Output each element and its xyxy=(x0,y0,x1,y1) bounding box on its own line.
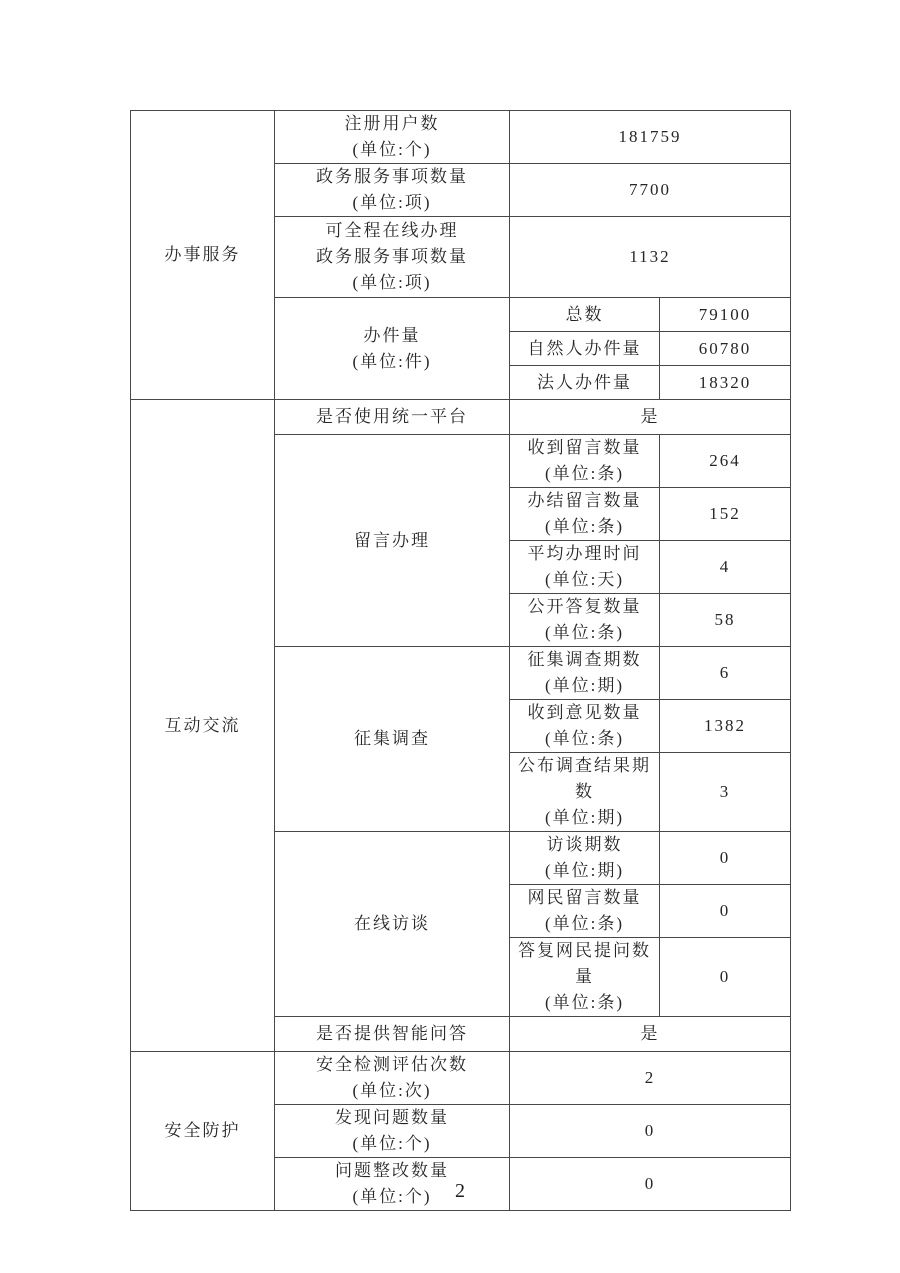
metric-unit-line: (单位:天) xyxy=(544,570,625,589)
metric-label-line: 征集调查期数 xyxy=(527,650,642,669)
metric-label-line: 法人办件量 xyxy=(537,372,632,392)
metric-label-line: 安全检测评估次数 xyxy=(316,1055,468,1074)
metric-label-line: 公布调查结果期数 xyxy=(518,756,651,801)
metric-unit-line: (单位:次) xyxy=(352,1081,432,1100)
metric-value: 0 xyxy=(510,1158,791,1211)
metric-unit-line: (单位:期) xyxy=(544,808,625,827)
metric-value: 7700 xyxy=(510,164,791,217)
metric-label-line: 平均办理时间 xyxy=(527,544,642,563)
metric-sublabel xyxy=(510,832,660,885)
metric-unit-line: (单位:条) xyxy=(544,729,625,748)
metric-unit-line: (单位:项) xyxy=(352,193,432,212)
metric-unit-line: (单位:件) xyxy=(352,351,432,371)
metric-unit-line: (单位:期) xyxy=(544,676,625,695)
metric-unit-line: (单位:条) xyxy=(544,993,625,1012)
metric-label-line: 办结留言数量 xyxy=(527,491,642,510)
metric-value: 181759 xyxy=(510,111,791,164)
metric-value: 58 xyxy=(660,594,791,647)
metric-sublabel xyxy=(510,435,660,488)
metric-label-line: 注册用户数 xyxy=(344,114,440,133)
metric-value: 6 xyxy=(660,647,791,700)
metric-value: 18320 xyxy=(660,366,791,400)
metric-value: 60780 xyxy=(660,332,791,366)
metric-sublabel xyxy=(510,885,660,938)
metric-sublabel xyxy=(510,647,660,700)
metric-sublabel xyxy=(510,332,660,366)
metric-label-line: 自然人办件量 xyxy=(527,338,642,358)
metric-label-line: 总数 xyxy=(565,304,604,324)
metric-value: 是 xyxy=(510,400,791,435)
metric-label-line: 是否提供智能问答 xyxy=(316,1024,468,1043)
page-number: 2 xyxy=(455,1180,465,1202)
metric-value: 0 xyxy=(660,885,791,938)
metric-label-line: 访谈期数 xyxy=(546,835,623,854)
metric-sublabel xyxy=(510,594,660,647)
metric-unit-line: (单位:条) xyxy=(544,914,625,933)
report-page-body xyxy=(130,110,790,1211)
metric-value: 0 xyxy=(660,938,791,1017)
metric-unit-line: (单位:条) xyxy=(544,464,625,483)
metric-group-label xyxy=(275,298,510,400)
metric-unit-line: (单位:个) xyxy=(352,1187,432,1206)
metric-label-line: 在线访谈 xyxy=(354,914,430,933)
metric-label xyxy=(275,164,510,217)
metric-unit-line: (单位:条) xyxy=(544,623,625,642)
metric-unit-line: (单位:项) xyxy=(352,273,432,292)
metric-value: 是 xyxy=(510,1017,791,1052)
metric-group-label xyxy=(275,832,510,1017)
metric-label-line: 政务服务事项数量 xyxy=(316,247,468,266)
metric-unit-line: (单位:个) xyxy=(352,1134,432,1153)
metric-label-line: 是否使用统一平台 xyxy=(316,407,468,426)
metric-group-label xyxy=(275,647,510,832)
metric-label-line: 问题整改数量 xyxy=(335,1161,449,1180)
metric-label-line: 征集调查 xyxy=(354,729,430,748)
metric-value: 1382 xyxy=(660,700,791,753)
metric-value: 3 xyxy=(660,753,791,832)
metric-label-line: 办件量 xyxy=(363,325,421,345)
metric-value: 264 xyxy=(660,435,791,488)
metric-label xyxy=(275,400,510,435)
metric-label xyxy=(275,1105,510,1158)
section-category-label: 办事服务 xyxy=(164,245,241,264)
section-category-label: 安全防护 xyxy=(164,1121,241,1140)
metric-sublabel xyxy=(510,541,660,594)
metric-value: 1132 xyxy=(510,217,791,298)
metric-label-line: 发现问题数量 xyxy=(335,1108,449,1127)
metric-label-line: 可全程在线办理 xyxy=(325,221,459,240)
section-category-label: 互动交流 xyxy=(164,715,241,735)
metric-value: 0 xyxy=(660,832,791,885)
metric-label-line: 收到意见数量 xyxy=(527,703,642,722)
metric-unit-line: (单位:个) xyxy=(352,140,432,159)
metric-label-line: 留言办理 xyxy=(354,530,430,550)
metric-value: 79100 xyxy=(660,298,791,332)
metric-sublabel xyxy=(510,753,660,832)
metric-unit-line: (单位:期) xyxy=(544,861,625,880)
metric-sublabel xyxy=(510,298,660,332)
section-category xyxy=(131,400,275,1052)
metric-label xyxy=(275,1017,510,1052)
metric-value: 152 xyxy=(660,488,791,541)
metric-label xyxy=(275,111,510,164)
section-category xyxy=(131,111,275,400)
metric-label xyxy=(275,1052,510,1105)
metric-value: 0 xyxy=(510,1105,791,1158)
metric-group-label xyxy=(275,435,510,647)
metric-sublabel xyxy=(510,938,660,1017)
metric-label xyxy=(275,217,510,298)
metric-value: 2 xyxy=(510,1052,791,1105)
report-table xyxy=(130,110,791,1211)
metric-sublabel xyxy=(510,488,660,541)
metric-label-line: 收到留言数量 xyxy=(527,438,642,457)
metric-label-line: 网民留言数量 xyxy=(527,888,642,907)
metric-sublabel xyxy=(510,700,660,753)
metric-label-line: 答复网民提问数量 xyxy=(518,941,651,986)
metric-value: 4 xyxy=(660,541,791,594)
metric-unit-line: (单位:条) xyxy=(544,517,625,536)
metric-label-line: 政务服务事项数量 xyxy=(316,167,468,186)
metric-sublabel xyxy=(510,366,660,400)
metric-label-line: 公开答复数量 xyxy=(527,597,642,616)
